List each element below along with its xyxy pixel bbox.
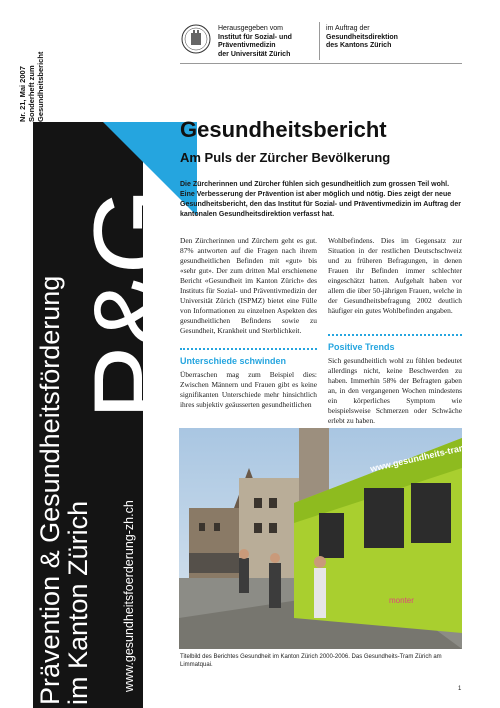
issue-topic: Gesundheitsbericht [36,51,45,122]
issue-info [18,52,45,122]
publisher-name-1: Institut für Sozial- und [218,33,292,41]
publisher-label: Herausgegeben vom [218,25,283,32]
page-title: Gesundheitsbericht [180,117,387,142]
section-heading: Positive Trends [328,342,395,352]
commissioner-block [326,25,398,51]
brand-logo: P&G [71,189,196,420]
page-subtitle: Am Puls der Zürcher Bevölkerung [180,150,391,165]
commissioner-name-1: Gesundheitsdirektion [326,33,398,41]
tram-photo [179,428,481,649]
issue-number: Nr. 21, Mai 2007 [18,66,27,122]
commissioner-name-2: des Kantons Zürich [326,42,392,49]
website-link[interactable]: www.gesundheitsfoerderung-zh.ch [122,500,136,692]
body-paragraph: Sich gesundheitlich wohl zu fühlen bedeutet allerdings nicht, keine Beschwerden zu haben. Immerhin 58% der Befragten gaben an, in den vergangenen Wochen mindestens ein körperliches Symptom wie beispielsweise Schmerzen oder Schwäche erlebt zu haben. [328,356,462,425]
spine-title-line1: Prävention & Gesundheitsförderung [35,275,65,705]
lead-paragraph: Die Zürcherinnen und Zürcher fühlen sich gesundheitlich zum grossen Teil wohl. Eine Verbesserung der Prävention ist aber möglich und nötig. Dies zeigt der neue Gesundheitsbericht, den das Institut für Sozial- und Präventivmedizin im Auftrag der kantonalen Gesundheitsdirektion verfasst hat. [180,181,461,218]
body-paragraph: Den Zürcherinnen und Zürchern geht es gut. 87% antworten auf die Fragen nach ihrem gesundheitlichen Befinden mit «gut» bis «sehr gut». Der zum dritten Mal erschienene Bericht «Gesundheit im Kanton Zürich» des Instituts für Sozial- und Präventivmedizin der Universität Zürich (ISPMZ) bietet eine Fülle von Informationen zu einzelnen Aspekten des gesundheitlichen Befindens sowie zu Gesundheit, Krankheit und Sterblichkeit. [180,236,317,335]
header-divider [319,22,320,60]
article-column-1 [180,236,317,410]
header-rule [180,63,462,64]
issue-label: Sonderheft zum [27,65,36,122]
dotted-divider [328,334,462,336]
section-heading: Unterschiede schwinden [180,356,287,366]
publisher-name-2: Präventivmedizin [218,42,276,49]
dotted-divider [180,348,317,350]
page-number: 1 [458,686,462,692]
tram-advertising-url: www.gesundheits-tram.ch [369,439,481,474]
commissioner-label: im Auftrag der [326,25,370,32]
publisher-name-3: der Universität Zürich [218,50,291,58]
body-paragraph: Wohlbefindens. Dies im Gegensatz zur Situation in der restlichen Deutschschweiz und zu früheren Befragungen, in denen Frauen ihr Befinden immer schlechter eingeschätzt hatten. Aufgehalt haben vor allem die über 50-jährigen Frauen, welche in der Gesundheitsbefragung 2002 deutlich häufiger ein gutes Wohlbefinden angaben. [328,236,462,315]
university-seal-icon [181,24,211,54]
body-paragraph: Überraschen mag zum Beispiel dies: Zwischen Männern und Frauen gibt es keine signifikanten Unterschiede mehr hinsichtlich ihres subjektiv geäusserten gesundheitlichen [180,370,317,409]
photo-caption: Titelbild des Berichtes Gesundheit im Kanton Zürich 2000-2006. Das Gesundheits-Tram Zürich am Limmatquai. [180,654,442,668]
tram-side-text: monter [389,596,414,605]
publisher-block [218,25,292,59]
spine-title-line2: im Kanton Zürich [63,500,93,705]
article-column-2 [328,236,462,426]
